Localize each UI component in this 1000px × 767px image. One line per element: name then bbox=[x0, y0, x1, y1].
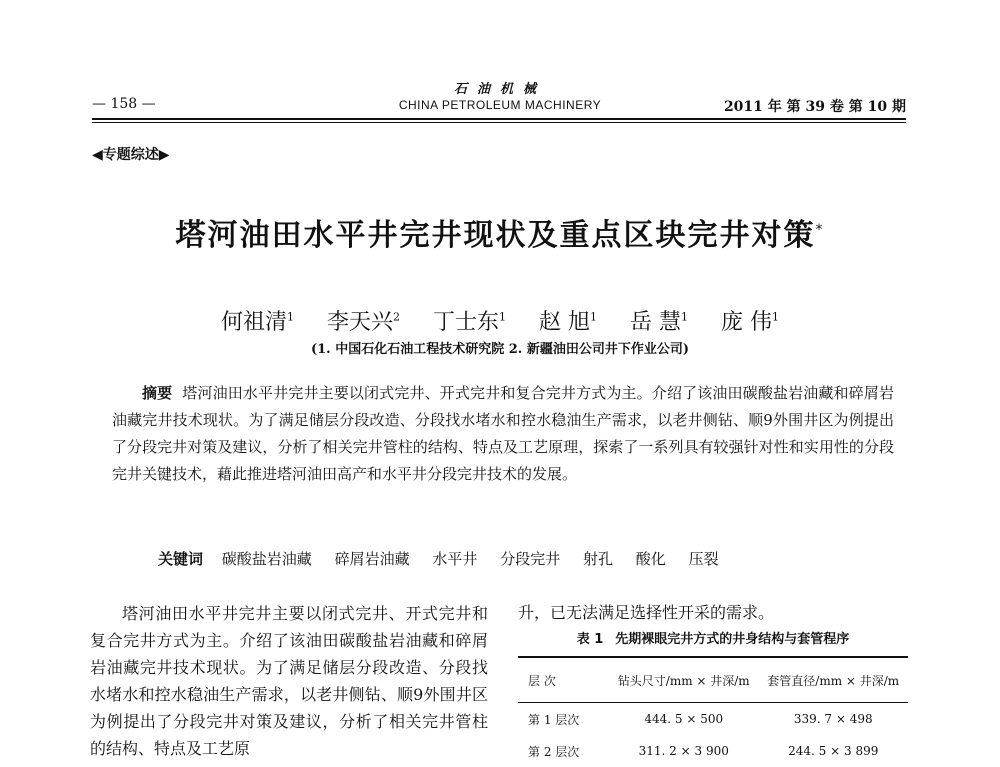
author bbox=[721, 310, 779, 335]
table-caption bbox=[518, 628, 908, 647]
header-rule-thick bbox=[92, 118, 906, 120]
section-label: ◀专题综述▶ bbox=[92, 147, 170, 163]
author-name: 丁士东 bbox=[433, 310, 500, 335]
title-footnote-mark: * bbox=[815, 222, 825, 238]
paper-title-text: 塔河油田水平井完井现状及重点区块完井对策 bbox=[175, 218, 816, 253]
table-header-row bbox=[518, 657, 908, 703]
paper-title bbox=[0, 210, 1000, 254]
author-name: 李天兴 bbox=[326, 310, 393, 335]
table-cell: 第 1 层次 bbox=[528, 712, 580, 727]
author bbox=[630, 310, 688, 335]
table-row bbox=[518, 735, 908, 767]
body-paragraph-continued: 升，已无法满足选择性开采的需求。 bbox=[518, 603, 775, 622]
body-paragraph: 塔河油田水平井完井主要以闭式完井、开式完井和复合完井方式为主。介绍了该油田碳酸盐岩油藏和碎屑岩油藏完井技术现状。为了满足储层分段改造、分段找水堵水和控水稳油生产需求，以老井侧钻、顺9外围井区为例提出了分段完井对策及建议，分析了相关完井管柱的结构、特点及工艺原 bbox=[90, 604, 488, 758]
author-name: 何祖清 bbox=[220, 310, 287, 335]
author bbox=[539, 310, 597, 335]
journal-title-en: CHINA PETROLEUM MACHINERY bbox=[398, 98, 602, 112]
keyword: 碳酸盐岩油藏 bbox=[221, 550, 312, 568]
keyword: 酸化 bbox=[635, 550, 666, 568]
table-cell: 339. 7 × 498 bbox=[793, 712, 873, 726]
page-number: — 158 — bbox=[92, 96, 156, 112]
issue-info: 2011 年 第 39 卷 第 10 期 bbox=[723, 99, 906, 115]
table-cell: 311. 2 × 3 900 bbox=[638, 744, 729, 758]
abstract-text: 塔河油田水平井完井主要以闭式完井、开式完井和复合完井方式为主。介绍了该油田碳酸盐岩油藏和碎屑岩油藏完井技术现状。为了满足储层分段改造、分段找水堵水和控水稳油生产需求，以老井侧钻、顺9外围井区为例提出了分段完井对策及建议，分析了相关完井管柱的结构、特点及工艺原理，探索了一系列具有较强针对性和实用性的分段完井关键技术，藉此推进塔河油田高产和水平井分段完井技术的发展。 bbox=[112, 384, 894, 483]
author-name: 赵 旭 bbox=[539, 310, 591, 335]
table-header-cell: 钻头尺寸/mm × 井深/m bbox=[609, 657, 759, 703]
author-affiliation-mark: 1 bbox=[286, 310, 294, 324]
author-list bbox=[0, 305, 1000, 336]
author bbox=[433, 310, 506, 335]
keyword: 压裂 bbox=[688, 550, 719, 568]
header-rule-thin bbox=[92, 122, 906, 123]
author-affiliation-mark: 2 bbox=[393, 310, 400, 324]
affiliations: (1. 中国石化石油工程技术研究院 2. 新疆油田公司井下作业公司) bbox=[310, 342, 690, 357]
table-caption-text: 先期裸眼完井方式的井身结构与套管程序 bbox=[615, 632, 850, 647]
author-name: 岳 慧 bbox=[630, 310, 682, 335]
table-cell: 第 2 层次 bbox=[528, 744, 580, 759]
table-row bbox=[518, 703, 908, 736]
author-affiliation-mark: 1 bbox=[681, 310, 689, 324]
keyword: 射孔 bbox=[582, 550, 613, 568]
table-cell: 444. 5 × 500 bbox=[644, 712, 724, 726]
table-header-cell: 套管直径/mm × 井深/m bbox=[759, 657, 909, 703]
author-affiliation-mark: 1 bbox=[499, 310, 507, 324]
keywords bbox=[158, 548, 737, 569]
author bbox=[221, 310, 294, 335]
author-affiliation-mark: 1 bbox=[590, 310, 598, 324]
abstract bbox=[112, 380, 894, 488]
table-header-cell: 层 次 bbox=[518, 657, 609, 703]
author bbox=[327, 310, 400, 335]
keywords-label: 关键词 bbox=[158, 550, 204, 568]
table-number: 表 1 bbox=[576, 632, 604, 647]
casing-program-table bbox=[518, 656, 908, 767]
keyword: 分段完井 bbox=[500, 550, 561, 568]
keyword: 水平井 bbox=[432, 550, 478, 568]
abstract-label: 摘要 bbox=[142, 384, 173, 402]
keyword: 碎屑岩油藏 bbox=[334, 550, 410, 568]
table-cell: 244. 5 × 3 899 bbox=[788, 744, 879, 758]
author-affiliation-mark: 1 bbox=[772, 310, 780, 324]
journal-title-cn: 石油机械 bbox=[453, 82, 546, 97]
author-name: 庞 伟 bbox=[721, 310, 773, 335]
